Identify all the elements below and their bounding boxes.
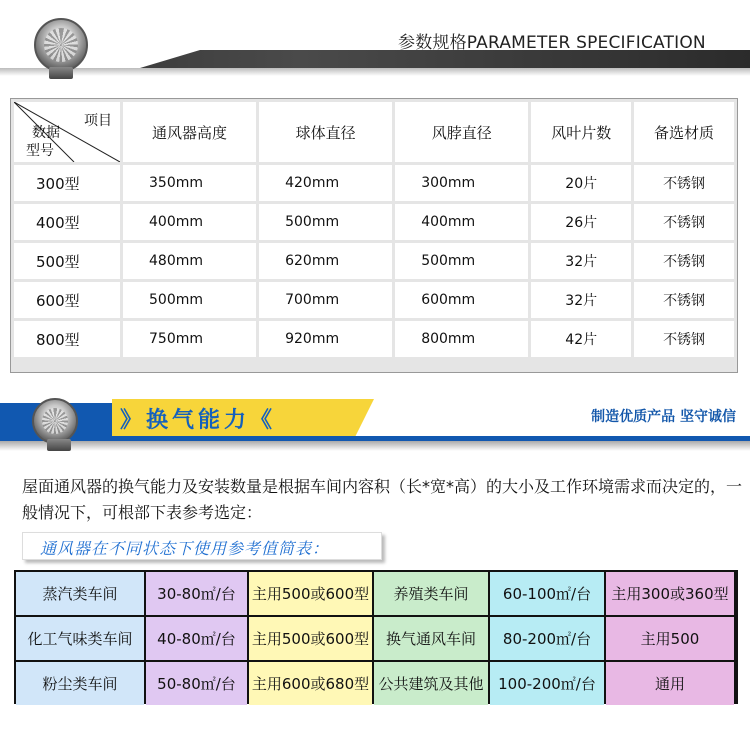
table-row [14, 165, 734, 201]
row-material: 不锈钢 [634, 165, 734, 201]
row-blades: 32片 [531, 243, 631, 279]
row-model: 800型 [14, 321, 120, 357]
workshop-type: 粉尘类车间 [16, 662, 144, 705]
recommended-model: 主用500或600型 [249, 572, 372, 615]
recommended-model: 主用300或360型 [606, 572, 734, 615]
row-ball: 700mm [259, 282, 392, 318]
header-shadow [0, 441, 750, 451]
corner-data-label: 数据 [32, 125, 60, 141]
row-ball: 420mm [259, 165, 392, 201]
recommended-model: 通用 [606, 662, 734, 705]
row-model: 400型 [14, 204, 120, 240]
reference-subtitle: 通风器在不同状态下使用参考值简表： [40, 539, 330, 558]
row-blades: 42片 [531, 321, 631, 357]
spec-header-row [14, 102, 734, 162]
row-model: 500型 [14, 243, 120, 279]
roof-ventilator-icon [32, 398, 78, 444]
row-height: 750mm [123, 321, 256, 357]
workshop-type: 公共建筑及其他 [374, 662, 488, 705]
workshop-type: 养殖类车间 [374, 572, 488, 615]
coverage-rate: 60-100㎡/台 [490, 572, 604, 615]
coverage-rate: 80-200㎡/台 [490, 617, 604, 660]
row-height: 480mm [123, 243, 256, 279]
workshop-type: 化工气味类车间 [16, 617, 144, 660]
row-blades: 20片 [531, 165, 631, 201]
spec-section-title: 参数规格PARAMETER SPECIFICATION [398, 33, 706, 53]
table-row [14, 282, 734, 318]
row-model: 300型 [14, 165, 120, 201]
recommended-model: 主用500 [606, 617, 734, 660]
row-neck: 500mm [395, 243, 528, 279]
slogan: 制造优质产品 坚守诚信 [591, 409, 736, 425]
corner-cell [14, 102, 120, 162]
table-row [14, 321, 734, 357]
corner-model-label: 型号 [26, 143, 54, 159]
table-row [16, 662, 734, 705]
spec-table [11, 99, 737, 360]
spec-section-header [0, 0, 750, 82]
row-material: 不锈钢 [634, 204, 734, 240]
row-blades: 32片 [531, 282, 631, 318]
row-material: 不锈钢 [634, 243, 734, 279]
row-model: 600型 [14, 282, 120, 318]
row-height: 350mm [123, 165, 256, 201]
table-row [16, 617, 734, 660]
workshop-type: 蒸汽类车间 [16, 572, 144, 615]
workshop-type: 换气通风车间 [374, 617, 488, 660]
reference-table [14, 570, 736, 707]
coverage-rate: 40-80㎡/台 [146, 617, 247, 660]
header-material: 备选材质 [634, 102, 734, 162]
header-shadow [0, 68, 750, 76]
row-neck: 400mm [395, 204, 528, 240]
row-neck: 300mm [395, 165, 528, 201]
recommended-model: 主用600或680型 [249, 662, 372, 705]
coverage-rate: 50-80㎡/台 [146, 662, 247, 705]
row-ball: 620mm [259, 243, 392, 279]
reference-subtitle-box [22, 530, 382, 564]
row-material: 不锈钢 [634, 321, 734, 357]
reference-table-container [14, 570, 738, 704]
row-height: 500mm [123, 282, 256, 318]
table-row [16, 572, 734, 615]
coverage-rate: 30-80㎡/台 [146, 572, 247, 615]
header-ball: 球体直径 [259, 102, 392, 162]
row-neck: 600mm [395, 282, 528, 318]
capacity-description: 屋面通风器的换气能力及安装数量是根据车间内容积（长*宽*高）的大小及工作环境需求而决定的，一般情况下，可根部下表参考选定： [22, 477, 743, 522]
corner-item-label: 项目 [84, 113, 112, 129]
header-height: 通风器高度 [123, 102, 256, 162]
table-row [14, 204, 734, 240]
table-row [14, 243, 734, 279]
row-ball: 920mm [259, 321, 392, 357]
row-neck: 800mm [395, 321, 528, 357]
row-height: 400mm [123, 204, 256, 240]
row-ball: 500mm [259, 204, 392, 240]
header-neck: 风脖直径 [395, 102, 528, 162]
capacity-section-title: 》换气能力《 [120, 408, 277, 433]
coverage-rate: 100-200㎡/台 [490, 662, 604, 705]
roof-ventilator-icon [34, 18, 88, 72]
recommended-model: 主用500或600型 [249, 617, 372, 660]
row-blades: 26片 [531, 204, 631, 240]
row-material: 不锈钢 [634, 282, 734, 318]
header-blades: 风叶片数 [531, 102, 631, 162]
spec-table-container [10, 98, 738, 373]
